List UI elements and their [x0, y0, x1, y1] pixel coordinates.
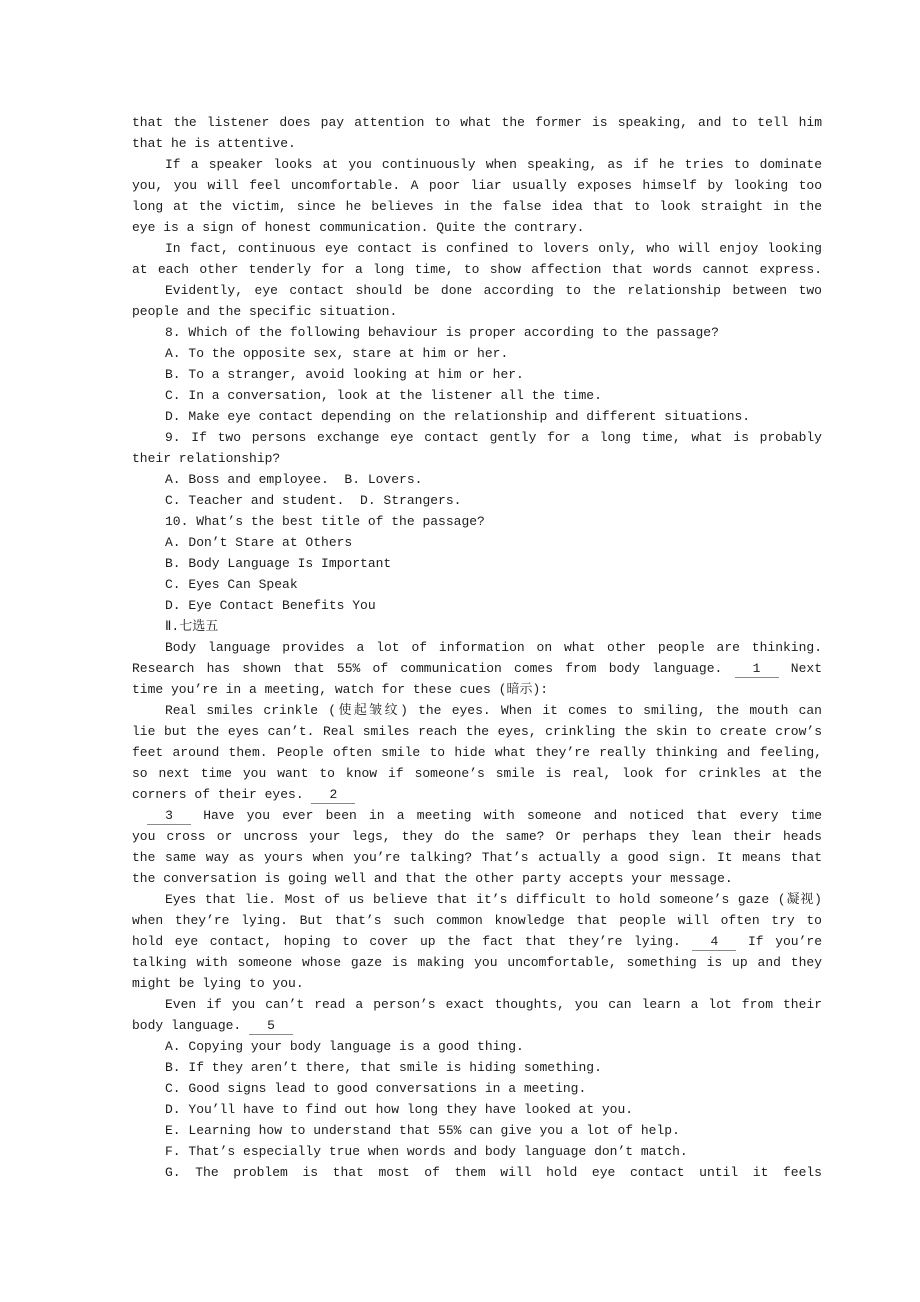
text-line: talking with someone whose gaze is making you uncomfortable, something is up and they — [132, 955, 822, 970]
answer-blank-1: 1 — [735, 661, 779, 678]
text-line: that the listener does pay attention to what the former is speaking, and to tell him — [132, 115, 822, 130]
question-8: 8. Which of the following behaviour is proper according to the passage? — [165, 325, 719, 340]
choice-a: A. Copying your body language is a good thing. — [165, 1039, 524, 1054]
text-line: people and the specific situation. — [132, 304, 398, 319]
text-line: Real smiles crinkle (使起皱纹) the eyes. When it comes to smiling, the mouth can — [165, 703, 822, 718]
text-line: time you’re in a meeting, watch for these cues (暗示): — [132, 682, 549, 697]
text-line: Body language provides a lot of information on what other people are thinking. — [165, 640, 822, 655]
text-line: you, you will feel uncomfortable. A poor liar usually exposes himself by looking too — [132, 178, 822, 193]
text-line: Eyes that lie. Most of us believe that it’s difficult to hold someone’s gaze (凝视) — [165, 892, 822, 907]
text-line: body language. 5 — [132, 1015, 822, 1036]
text-line: at each other tenderly for a long time, to show affection that words cannot express. — [132, 262, 822, 277]
text-line: long at the victim, since he believes in the false idea that to look straight in the — [132, 199, 822, 214]
answer-blank-5: 5 — [249, 1018, 293, 1035]
text-line: you cross or uncross your legs, they do the same? Or perhaps they lean their heads — [132, 829, 822, 844]
answer-blank-3: 3 — [147, 808, 191, 825]
question-10: 10. What’s the best title of the passage? — [165, 514, 485, 529]
question-8-option-c: C. In a conversation, look at the listener all the time. — [165, 388, 602, 403]
text-line: that he is attentive. — [132, 136, 296, 151]
text-line: so next time you want to know if someone’s smile is real, look for crinkles at the — [132, 766, 822, 781]
text-line: lie but the eyes can’t. Real smiles reach the eyes, crinkling the skin to create crow’s — [132, 724, 822, 739]
section-heading: Ⅱ.七选五 — [165, 619, 219, 634]
text-line: when they’re lying. But that’s such common knowledge that people will often try to — [132, 913, 822, 928]
text-line: feet around them. People often smile to hide what they’re really thinking and feeling, — [132, 745, 822, 760]
text-line: Even if you can’t read a person’s exact thoughts, you can learn a lot from their — [165, 997, 822, 1012]
text-line: the conversation is going well and that the other party accepts your message. — [132, 871, 733, 886]
text-line: the same way as yours when you’re talking? That’s actually a good sign. It means that — [132, 850, 822, 865]
choice-c: C. Good signs lead to good conversations in a meeting. — [165, 1081, 587, 1096]
choice-b: B. If they aren’t there, that smile is hiding something. — [165, 1060, 602, 1075]
question-9: 9. If two persons exchange eye contact gently for a long time, what is probably — [165, 430, 822, 445]
text-line: In fact, continuous eye contact is confined to lovers only, who will enjoy looking — [165, 241, 822, 256]
question-8-option-b: B. To a stranger, avoid looking at him or her. — [165, 367, 524, 382]
question-10-option-d: D. Eye Contact Benefits You — [165, 598, 376, 613]
text-line: corners of their eyes. 2 — [132, 784, 822, 805]
question-10-option-c: C. Eyes Can Speak — [165, 577, 298, 592]
choice-f: F. That’s especially true when words and body language don’t match. — [165, 1144, 688, 1159]
question-9-options-cd: C. Teacher and student. D. Strangers. — [165, 493, 462, 508]
question-8-option-d: D. Make eye contact depending on the relationship and different situations. — [165, 409, 751, 424]
text-line: hold eye contact, hoping to cover up the fact that they’re lying. 4 If you’re — [132, 934, 823, 949]
text-line: 3 Have you ever been in a meeting with someone and noticed that every time — [132, 805, 822, 826]
answer-blank-4: 4 — [692, 934, 736, 951]
question-10-option-a: A. Don’t Stare at Others — [165, 535, 353, 550]
choice-g: G. The problem is that most of them will hold eye contact until it feels — [165, 1165, 822, 1180]
text-line: Evidently, eye contact should be done according to the relationship between two — [165, 283, 822, 298]
question-10-option-b: B. Body Language Is Important — [165, 556, 392, 571]
question-8-option-a: A. To the opposite sex, stare at him or her. — [165, 346, 509, 361]
question-9-options-ab: A. Boss and employee. B. Lovers. — [165, 472, 423, 487]
choice-d: D. You’ll have to find out how long they have looked at you. — [165, 1102, 634, 1117]
document-text-block — [132, 112, 822, 1183]
choice-e: E. Learning how to understand that 55% can give you a lot of help. — [165, 1123, 680, 1138]
text-line: their relationship? — [132, 451, 281, 466]
answer-blank-2: 2 — [311, 787, 355, 804]
text-line: If a speaker looks at you continuously when speaking, as if he tries to dominate — [165, 157, 822, 172]
text-line: might be lying to you. — [132, 976, 304, 991]
text-line: Research has shown that 55% of communication comes from body language. 1 Next — [132, 661, 822, 676]
text-line: eye is a sign of honest communication. Quite the contrary. — [132, 220, 585, 235]
exam-document-page — [132, 112, 822, 1183]
